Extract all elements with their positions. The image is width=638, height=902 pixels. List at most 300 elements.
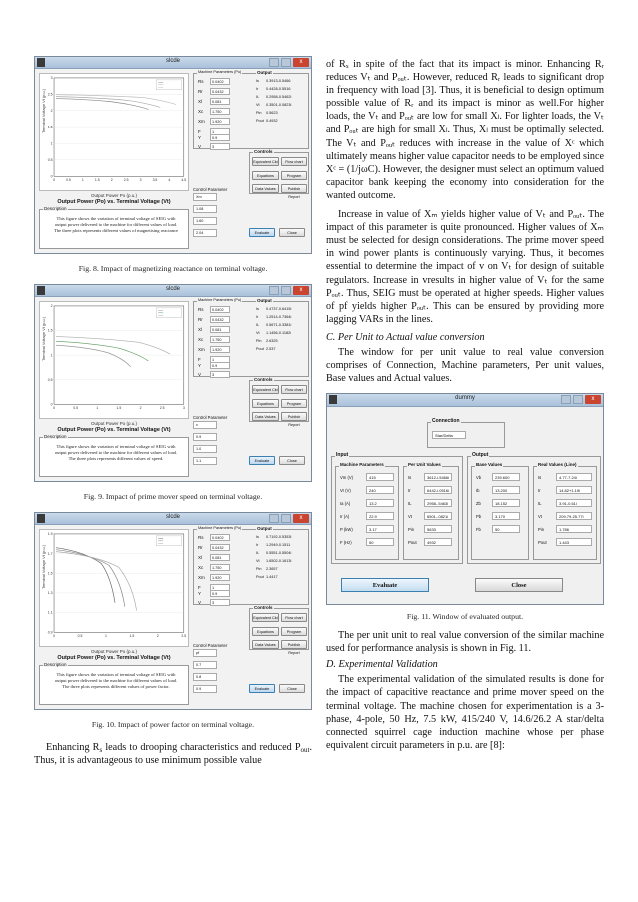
param-value[interactable]: 1.750: [210, 108, 230, 115]
voltage-plot: [40, 530, 188, 646]
base-row-value[interactable]: 50: [492, 525, 520, 533]
base-values-header: Base Values: [476, 462, 503, 468]
fig10-window: [34, 512, 312, 710]
voltage-plot: [40, 302, 188, 418]
publish-report-button[interactable]: Publish Report: [281, 184, 307, 193]
y-axis-label: Terminal Voltage Vt (p.u.): [41, 316, 47, 361]
y-tick-label: 2: [50, 304, 53, 309]
x-tick-label: 3.5: [152, 178, 158, 183]
param-name: V: [198, 599, 202, 605]
controls-label: Controls: [254, 149, 273, 154]
maximize-button[interactable]: [561, 395, 571, 404]
control-parameter-select[interactable]: v: [193, 421, 217, 429]
equations-button[interactable]: Equations: [252, 627, 279, 636]
connection-label: Connection: [432, 418, 460, 425]
real-row-label: IL: [538, 501, 542, 507]
output-value: 1.2949-0.1511: [266, 543, 291, 547]
param-row: [198, 544, 230, 551]
mp-row-value[interactable]: 13.2: [366, 499, 394, 507]
title-bar: [35, 57, 311, 69]
pu-row-label: Ir: [408, 488, 411, 494]
param-value[interactable]: 0.081: [210, 326, 230, 333]
evaluate-button[interactable]: Evaluate: [341, 578, 429, 592]
output-name: Pout: [256, 575, 264, 579]
param-value[interactable]: 0.0432: [210, 316, 230, 323]
mp-row-value[interactable]: 3.17: [366, 525, 394, 533]
param-row: [198, 590, 230, 597]
real-row-label: Ir: [538, 488, 541, 494]
pu-row-label: Pin: [408, 527, 415, 533]
param-value[interactable]: 3: [210, 143, 230, 150]
output-name: Vt: [256, 331, 260, 335]
x-tick-label: 2.5: [159, 406, 165, 411]
param-value[interactable]: 1: [210, 128, 230, 135]
x-tick-label: 1: [104, 634, 107, 639]
real-row-value[interactable]: 4.77-7.24i: [556, 473, 592, 481]
mp-row-value[interactable]: 240: [366, 486, 394, 494]
real-row-value[interactable]: 1.443: [556, 538, 592, 546]
output-row: [256, 103, 291, 107]
equations-button[interactable]: Equations: [252, 399, 279, 408]
control-parameter-panel: [193, 415, 247, 477]
controls-label: Controls: [254, 605, 273, 610]
y-tick-label: 1.5: [47, 571, 53, 576]
y-tick-label: 1: [50, 141, 53, 146]
output-value: 0.3501-0.0823i: [266, 103, 292, 107]
mp-row-label: P (kW): [340, 527, 353, 533]
pu-row-value[interactable]: 3612-i.5466i: [424, 473, 452, 481]
param-row: [198, 554, 230, 561]
param-row: [198, 134, 230, 141]
param-row: [198, 108, 230, 115]
param-name: Y: [198, 362, 202, 368]
y-tick-label: 1.1: [47, 610, 53, 615]
value-field-1[interactable]: 1.08: [193, 205, 217, 213]
output-value: 2.537: [266, 347, 276, 351]
output-name: IL: [256, 95, 260, 99]
output-row: [256, 559, 291, 563]
param-name: V: [198, 371, 202, 377]
real-row-value[interactable]: 3.91-0.61i: [556, 499, 592, 507]
output-name: IL: [256, 323, 260, 327]
y-ticks: [48, 76, 53, 178]
window-title: slcde: [165, 514, 180, 520]
minimize-button[interactable]: [281, 286, 291, 295]
param-value[interactable]: 1.920: [210, 118, 230, 125]
machine-parameters-panel: [193, 526, 309, 605]
output-name: IL: [256, 551, 260, 555]
plot-area: [39, 529, 189, 647]
right-paragraph-4: The per unit unit to real value conversion of the similar machine used for performance analysis is shown in Fig. 11.: [326, 630, 604, 655]
y-tick-label: 0.5: [47, 377, 53, 382]
output-value: 2.3657: [266, 567, 278, 571]
output-value: 1.2514-0.7364i: [266, 315, 292, 319]
y-tick-label: 1.5: [47, 328, 53, 333]
machine-parameters-label: Machine Parameters (Pu): [198, 70, 242, 74]
machine-parameters-header: Machine Parameters: [340, 462, 384, 468]
mp-row-value[interactable]: 415: [366, 473, 394, 481]
left-column: [34, 56, 312, 767]
pu-row-label: Vt: [408, 514, 412, 520]
data-values-button[interactable]: Data Values: [252, 412, 279, 421]
param-value[interactable]: 0.081: [210, 98, 230, 105]
data-values-button[interactable]: Data Values: [252, 640, 279, 649]
pu-row-label: Is: [408, 475, 412, 481]
param-row: [198, 143, 230, 150]
output-value: 1.6502-0.1613i: [266, 559, 292, 563]
output-value: 0.4428-0.5516: [266, 87, 291, 91]
control-parameter-panel: [193, 643, 247, 705]
param-name: Xc: [198, 564, 204, 570]
description-panel: [39, 434, 189, 477]
plot-area: [39, 73, 189, 191]
real-row-value[interactable]: 14.82+1.19i: [556, 486, 592, 494]
base-row-label: Pb: [476, 514, 482, 520]
pu-row-value[interactable]: 6442-i.0516i: [424, 486, 452, 494]
evaluate-button[interactable]: Evaluate: [249, 456, 275, 465]
param-row: [198, 316, 230, 323]
evaluate-button[interactable]: Evaluate: [249, 684, 275, 693]
param-value[interactable]: 1: [210, 584, 230, 591]
close-button[interactable]: Close: [475, 578, 563, 592]
per-unit-values-group: [403, 462, 459, 560]
real-row-value[interactable]: 209.79-25.77i: [556, 512, 592, 520]
param-name: F: [198, 356, 201, 362]
fig9-window: [34, 284, 312, 482]
param-name: Xl: [198, 98, 203, 104]
base-row-value[interactable]: 239.600: [492, 473, 520, 481]
x-axis-label: Output Power Po (p.u.): [90, 193, 138, 198]
value-field-3[interactable]: 1.1: [193, 457, 217, 465]
output-row: [256, 551, 291, 555]
param-value[interactable]: 0.9: [210, 134, 230, 141]
title-bar: [327, 394, 603, 407]
output-row: [256, 307, 291, 311]
fig9-caption: Fig. 9. Impact of prime mover speed on terminal voltage.: [83, 492, 263, 501]
control-parameter-select[interactable]: pf: [193, 649, 217, 657]
minimize-button[interactable]: [573, 395, 583, 404]
param-row: [198, 118, 230, 125]
maximize-button[interactable]: [269, 286, 279, 295]
minimize-button[interactable]: [281, 514, 291, 523]
value-field-2[interactable]: 0.8: [193, 673, 217, 681]
connection-select[interactable]: Star/Delta: [432, 431, 466, 439]
data-values-button[interactable]: Data Values: [252, 184, 279, 193]
output-value: 0.5671-0.3381i: [266, 323, 292, 327]
real-row-value[interactable]: 1.786: [556, 525, 592, 533]
x-tick-label: 3: [182, 406, 185, 411]
maximize-button[interactable]: [269, 58, 279, 67]
param-name: Rs: [198, 306, 204, 312]
output-name: Pout: [256, 347, 264, 351]
equivalent-circuit-button[interactable]: Equivalent Ckt: [252, 613, 279, 622]
real-row-label: Pin: [538, 527, 545, 533]
param-value[interactable]: 0.081: [210, 554, 230, 561]
mp-row-label: Ir (A): [340, 514, 350, 520]
y-axis-label: Terminal Voltage Vt (p.u.): [41, 544, 47, 589]
param-name: Rs: [198, 534, 204, 540]
pu-row-value[interactable]: 6501-.0821i: [424, 512, 452, 520]
y-ticks: [48, 532, 53, 634]
base-row-value[interactable]: 18.152: [492, 499, 520, 507]
output-value: 1.4417: [266, 575, 278, 579]
y-tick-label: 0: [50, 402, 53, 407]
param-value[interactable]: 0.0402: [210, 534, 230, 541]
connection-panel: [427, 418, 505, 448]
y-tick-label: 1.9: [47, 532, 53, 537]
pu-row-label: Pout: [408, 540, 417, 546]
output-row: [256, 119, 278, 123]
value-field-1[interactable]: 0.9: [193, 433, 217, 441]
close-button[interactable]: Close: [279, 684, 305, 693]
output-row: [256, 79, 291, 83]
x-tick-label: 0: [53, 634, 55, 639]
x-axis-label: Output Power Po (p.u.): [90, 649, 138, 654]
base-row-value[interactable]: 3.170: [492, 512, 520, 520]
param-value[interactable]: 1: [210, 356, 230, 363]
fig8-window: [34, 56, 312, 254]
output-name: Ir: [256, 87, 259, 91]
param-row: [198, 371, 230, 378]
program-button[interactable]: Program: [281, 399, 307, 408]
x-ticks: [53, 406, 185, 410]
publish-report-button[interactable]: Publish Report: [281, 412, 307, 421]
param-name: Rr: [198, 88, 203, 94]
x-tick-label: 0: [53, 178, 55, 183]
equivalent-circuit-button[interactable]: Equivalent Ckt: [252, 385, 279, 394]
param-name: Xl: [198, 554, 203, 560]
controls-panel: [249, 149, 309, 199]
output-name: Is: [256, 79, 259, 83]
window-title: slcde: [165, 58, 180, 64]
close-button[interactable]: Close: [279, 456, 305, 465]
x-tick-label: 2.5: [181, 634, 187, 639]
base-row-value[interactable]: 13.200: [492, 486, 520, 494]
machine-parameters-label: Machine Parameters (Pu): [198, 298, 242, 302]
output-name: Is: [256, 535, 259, 539]
pu-row-value[interactable]: 4932: [424, 538, 452, 546]
y-tick-label: 1.3: [47, 591, 53, 596]
output-row: [256, 575, 278, 579]
base-row-label: Fb: [476, 527, 481, 533]
plot-title: Output Power (Po) vs. Terminal Voltage (Vt): [57, 427, 171, 433]
param-name: Xc: [198, 336, 204, 342]
param-name: V: [198, 143, 202, 149]
left-paragraph: Enhancing $R_s$ leads to drooping characteristics and reduced $P_{out}$. Thus, it is advantageous to use minimum possible value: [34, 742, 312, 767]
mp-row-label: F (Hz): [340, 540, 352, 546]
machine-parameters-group: [335, 462, 399, 560]
x-tick-label: 1.5: [129, 634, 135, 639]
close-button[interactable]: Close: [279, 228, 305, 237]
control-parameter-panel: [193, 187, 247, 249]
right-column: [326, 58, 604, 752]
flow-chart-button[interactable]: Flow chart: [281, 385, 307, 394]
maximize-button[interactable]: [269, 514, 279, 523]
equations-button[interactable]: Equations: [252, 171, 279, 180]
section-c-heading: C. Per Unit to Actual value conversion: [326, 331, 485, 343]
param-row: [198, 78, 230, 85]
plot-title: Output Power (Po) vs. Terminal Voltage (Vt): [57, 199, 171, 205]
real-row-label: Vt: [538, 514, 542, 520]
value-field-1[interactable]: 0.7: [193, 661, 217, 669]
equivalent-circuit-button[interactable]: Equivalent Ckt: [252, 157, 279, 166]
param-name: Y: [198, 590, 202, 596]
value-field-2[interactable]: 1.60: [193, 217, 217, 225]
output-name: Pin: [256, 567, 262, 571]
param-value[interactable]: 1.750: [210, 564, 230, 571]
y-tick-label: 2: [50, 108, 53, 113]
param-row: [198, 599, 230, 606]
output-row: [256, 567, 278, 571]
x-tick-label: 1: [81, 178, 84, 183]
fig11-window: [326, 393, 604, 605]
x-tick-label: 3: [139, 178, 142, 183]
output-row: [256, 535, 291, 539]
value-field-3[interactable]: 0.9: [193, 685, 217, 693]
output-row: [256, 323, 291, 327]
param-value[interactable]: 3: [210, 371, 230, 378]
param-value[interactable]: 1.750: [210, 336, 230, 343]
close-window-button[interactable]: x: [293, 286, 309, 295]
pu-row-label: IL: [408, 501, 412, 507]
description-text: This figure shows the variation of terminal voltage of SEIG with output power delivered to the machine for different values of load. The three plots represents different values of power factor.: [54, 672, 178, 689]
output-row: [256, 315, 291, 319]
param-row: [198, 534, 230, 541]
output-row: [256, 95, 291, 99]
param-name: Y: [198, 134, 202, 140]
controls-panel: [249, 605, 309, 655]
mp-row-value[interactable]: 22.9: [366, 512, 394, 520]
close-window-button[interactable]: x: [585, 395, 601, 404]
base-row-label: Zb: [476, 501, 481, 507]
mp-row-label: Vr (V): [340, 488, 351, 494]
evaluate-button[interactable]: Evaluate: [249, 228, 275, 237]
real-values-group: [533, 462, 597, 560]
flow-chart-button[interactable]: Flow chart: [281, 157, 307, 166]
machine-parameters-panel: [193, 298, 309, 377]
output-name: Is: [256, 307, 259, 311]
x-tick-label: 1.5: [94, 178, 100, 183]
output-name: Pin: [256, 111, 262, 115]
output-row: [256, 87, 291, 91]
output-row: [256, 111, 278, 115]
description-label: Description: [44, 206, 67, 211]
title-bar: [35, 285, 311, 297]
input-label: Input: [336, 452, 349, 459]
window-title: slcde: [165, 286, 180, 292]
param-value[interactable]: 0.0402: [210, 78, 230, 85]
y-tick-label: 0.9: [47, 630, 53, 635]
param-row: [198, 306, 230, 313]
output-value: 1.1456-0.1182i: [266, 331, 292, 335]
param-row: [198, 346, 230, 353]
x-ticks: [53, 634, 186, 638]
param-value[interactable]: 0.9: [210, 590, 230, 597]
output-value: 0.7192-0.5353i: [266, 535, 292, 539]
controls-panel: [249, 377, 309, 427]
output-label: Output: [257, 70, 272, 75]
y-axis-label: Terminal Voltage Vt (p.u.): [41, 88, 47, 133]
y-ticks: [48, 304, 53, 406]
right-paragraph-1: of Rₓ in spite of the fact that its impact is minor. Enhancing Rᵣ reduces Vₜ and Pₒᵤₜ. However, reduced Rᵣ leads to significant drop in frequency with load [3]. Thus, it is beneficial to design optimum possible value of Rᵣ and its impact is minor as well.For higher loads, the Vₜ and Pₒᵤₜ are low for small Xₗ. For lighter loads, the Vₜ and Pₒᵤₜ are high for small Xₗ. Thus, Xₗ must be optimally selected. The Vₜ and Pₒᵤₜ reduces with increase in the value of Xᶜ which ultimately means higher value capacitor needs to be employed since Xᶜ = (1/jωC). However, the designer must select an optimum valued capacitor bank keeping the economy into consideration for the wanted outcome.: [326, 59, 604, 201]
right-paragraph-3: The window for per unit value to real value conversion comprises of Connection, Machine parameters, Per unit values, Base values and Actual values.: [326, 346, 604, 385]
y-tick-label: 3: [50, 76, 53, 81]
output-value: 2.6325: [266, 339, 278, 343]
param-row: [198, 336, 230, 343]
x-tick-label: 2.5: [123, 178, 129, 183]
pu-row-value[interactable]: 2958-.5463i: [424, 499, 452, 507]
param-row: [198, 564, 230, 571]
param-value[interactable]: 0.0432: [210, 544, 230, 551]
mp-row-value[interactable]: 50: [366, 538, 394, 546]
right-paragraph-2: Increase in value of Xₘ yields higher value of Vₜ and Pₒᵤₜ. The impact of this parameter is quite pronounced. Higher values of Xₘ must be selected for design considerations. The prime mover speed in wind power plants is continuously varying. Thus, it becomes essential to determine the impact of v on Vₜ for design of suitable regulators. Increase in vresults in higher value of Vₜ for the same Pₒᵤₜ. Thus, SEIG must be operated at higher speeds. Higher values of pf yields higher Pₒᵤₜ. This can be ensured by providing more lagging VARs in the lines.: [326, 209, 604, 325]
param-value[interactable]: 1.920: [210, 346, 230, 353]
param-row: [198, 98, 230, 105]
minimize-button[interactable]: [281, 58, 291, 67]
param-value[interactable]: 0.0432: [210, 88, 230, 95]
plot-title: Output Power (Po) vs. Terminal Voltage (Vt): [57, 655, 171, 661]
value-field-3[interactable]: 2.04: [193, 229, 217, 237]
program-button[interactable]: Program: [281, 627, 307, 636]
flow-chart-button[interactable]: Flow chart: [281, 613, 307, 622]
param-value[interactable]: 0.9: [210, 362, 230, 369]
program-button[interactable]: Program: [281, 171, 307, 180]
output-name: Vt: [256, 559, 260, 563]
output-name: Ir: [256, 315, 259, 319]
output-row: [256, 339, 278, 343]
description-text: This figure shows the variation of terminal voltage of SEIG with output power delivered to the machine for different values of load. The three plots represents different values of speed.: [54, 444, 178, 461]
description-panel: [39, 206, 189, 249]
param-value[interactable]: 1.920: [210, 574, 230, 581]
output-value: 0.4932: [266, 119, 278, 123]
value-field-2[interactable]: 1.0: [193, 445, 217, 453]
param-name: F: [198, 128, 201, 134]
x-tick-label: 2: [139, 406, 142, 411]
control-parameter-select[interactable]: Xm: [193, 193, 217, 201]
machine-parameters-label: Machine Parameters (Pu): [198, 526, 242, 530]
y-tick-label: 2.5: [47, 92, 53, 97]
base-values-group: [471, 462, 529, 560]
param-name: Rr: [198, 544, 203, 550]
mp-row-label: Ia (A): [340, 501, 351, 507]
param-name: Xc: [198, 108, 204, 114]
output-value: 0.4737-0.6415i: [266, 307, 292, 311]
x-axis-label: Output Power Po (p.u.): [90, 421, 138, 426]
plot-area: [39, 301, 189, 419]
description-text: This figure shows the variation of terminal voltage of SEIG with output power delivered to the machine for different values of load. The three plots represents different values of magnetising reactance: [53, 216, 179, 233]
real-values-header: Real Values (Line): [538, 462, 577, 468]
close-window-button[interactable]: x: [293, 514, 309, 523]
output-name: Vt: [256, 103, 260, 107]
y-tick-label: 1: [50, 353, 53, 358]
param-value[interactable]: 3: [210, 599, 230, 606]
param-name: Xm: [198, 118, 205, 124]
close-window-button[interactable]: x: [293, 58, 309, 67]
description-label: Description: [44, 662, 67, 667]
publish-report-button[interactable]: Publish Report: [281, 640, 307, 649]
param-row: [198, 574, 230, 581]
x-tick-label: 4.5: [181, 178, 187, 183]
output-value: 0.5551-0.5504i: [266, 551, 292, 555]
param-name: Rr: [198, 316, 203, 322]
controls-label: Controls: [254, 377, 273, 382]
param-value[interactable]: 0.0402: [210, 306, 230, 313]
pu-row-value[interactable]: 5633: [424, 525, 452, 533]
y-tick-label: 1.7: [47, 551, 53, 556]
output-label: Output: [257, 526, 272, 531]
param-name: Xm: [198, 346, 205, 352]
control-parameter-label: Control Parameter: [193, 643, 228, 648]
